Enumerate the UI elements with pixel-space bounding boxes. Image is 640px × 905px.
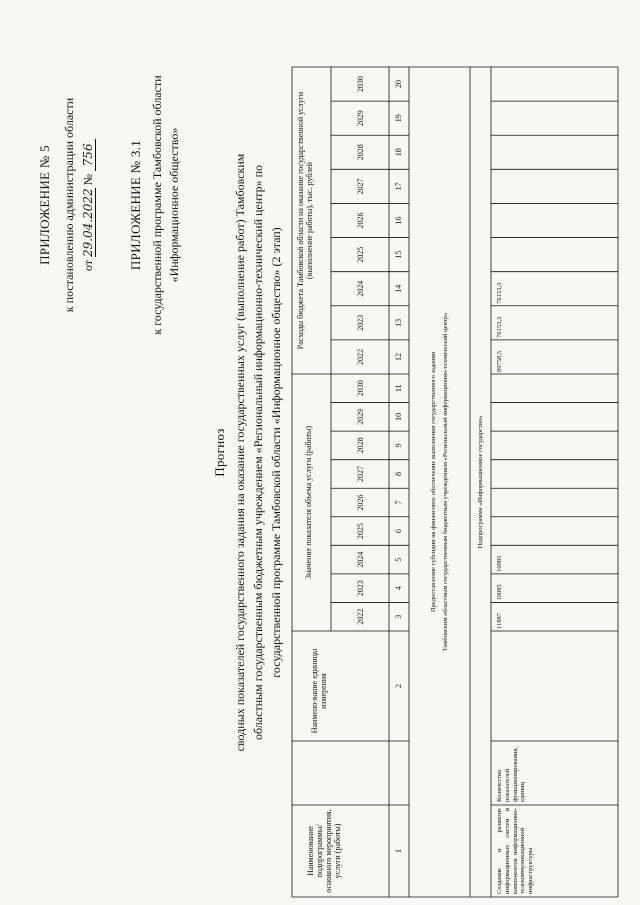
column-number-7: 7 [394,500,403,505]
column-number-19: 19 [394,114,403,123]
column-number-20: 20 [394,80,403,89]
volume-year-2022: 2022 [356,608,365,625]
resolution-line: к постановлению администрации области [62,97,76,313]
column-number-18: 18 [394,148,403,157]
program-line-2: «Информационное общество» [167,127,181,283]
row1-cell-13: 76153,3 [496,316,503,338]
row1-unit: Количество показателей функционирования, единиц [496,746,527,802]
expense-year-2024: 2024 [356,280,365,297]
header-unit-column: Наимено-вание единицы измерения [310,648,328,734]
from-prefix: от [81,260,95,272]
appendix-title: ПРИЛОЖЕНИЕ № 5 [37,145,52,265]
column-number-4: 4 [394,586,403,591]
volume-year-2026: 2026 [356,494,365,511]
column-number-11: 11 [394,384,403,393]
row1-cell-4: 10085 [496,584,503,601]
header-volume: Значение показателя объема услуги (работы) [304,426,313,579]
expense-year-2029: 2029 [356,110,365,127]
column-number-10: 10 [394,412,403,421]
title-line-3: государственной программе Тамбовской области «Информационное общество» (2 этап) [269,227,283,678]
section-main-line-2: Тамбовским областным государственным бюджетным учреждением «Региональный информационно-технический центр» [442,312,449,652]
volume-year-2029: 2029 [356,408,365,425]
volume-year-2025: 2025 [356,523,365,540]
expense-year-2023: 2023 [356,314,365,331]
number-prefix: № [81,173,95,186]
section-main-line-1: Предоставление субсидии на финансовое обеспечение выполнения государственного задания [430,351,437,613]
column-number-15: 15 [394,250,403,259]
column-number-16: 16 [394,216,403,225]
expense-year-2028: 2028 [356,144,365,161]
handwritten-number: 756 [81,139,96,171]
row1-cell-5: 10085 [496,555,503,572]
expense-year-2022: 2022 [356,348,365,365]
column-number-14: 14 [394,284,403,293]
volume-year-2030: 2030 [356,380,365,397]
column-number-6: 6 [394,529,403,534]
row1-name: Создание и развитие информационных систем и компонентов информационно-телекоммуникационной инфраструктуры [496,808,535,894]
row1-cell-12: 89758,5 [496,350,503,372]
column-number-13: 13 [394,318,403,327]
title-word: Прогноз [212,428,227,477]
column-number-2: 2 [394,684,403,688]
column-number-5: 5 [394,557,403,562]
expense-year-2025: 2025 [356,246,365,263]
column-number-3: 3 [394,614,403,619]
program-line-1: к государственной программе Тамбовской области [150,75,164,335]
title-line-1: сводных показателей государственного задания на оказание государственных услуг (выполнение работ) Тамбовским [233,153,247,752]
volume-year-2023: 2023 [356,580,365,597]
volume-year-2028: 2028 [356,437,365,454]
handwritten-date: 29.04.2022 [81,188,95,258]
column-number-9: 9 [394,443,403,448]
subprogram-row: Подпрограмма «Информационное государство» [477,415,484,549]
title-line-2: областным государственным бюджетным учреждением «Региональный информационно-технический центр» по [251,165,265,740]
header-expense: Расходы бюджета Тамбовской области на оказание государственной услуги (выполнение работы), тыс. рублей [296,91,314,350]
column-number-1: 1 [394,849,403,853]
column-number-8: 8 [394,471,403,476]
row1-cell-3: 11887 [496,612,503,629]
volume-year-2027: 2027 [356,465,365,482]
header-name-column: Наименование подпрограммы/ основного мероприятия, услуги (работы) [306,809,342,893]
appendix2-title: ПРИЛОЖЕНИЕ № 3.1 [128,139,143,271]
expense-year-2030: 2030 [356,76,365,93]
column-number-12: 12 [394,352,403,361]
row1-cell-14: 76153,3 [496,282,503,304]
expense-year-2026: 2026 [356,212,365,229]
volume-year-2024: 2024 [356,551,365,568]
expense-year-2027: 2027 [356,178,365,195]
column-number-17: 17 [394,182,403,191]
